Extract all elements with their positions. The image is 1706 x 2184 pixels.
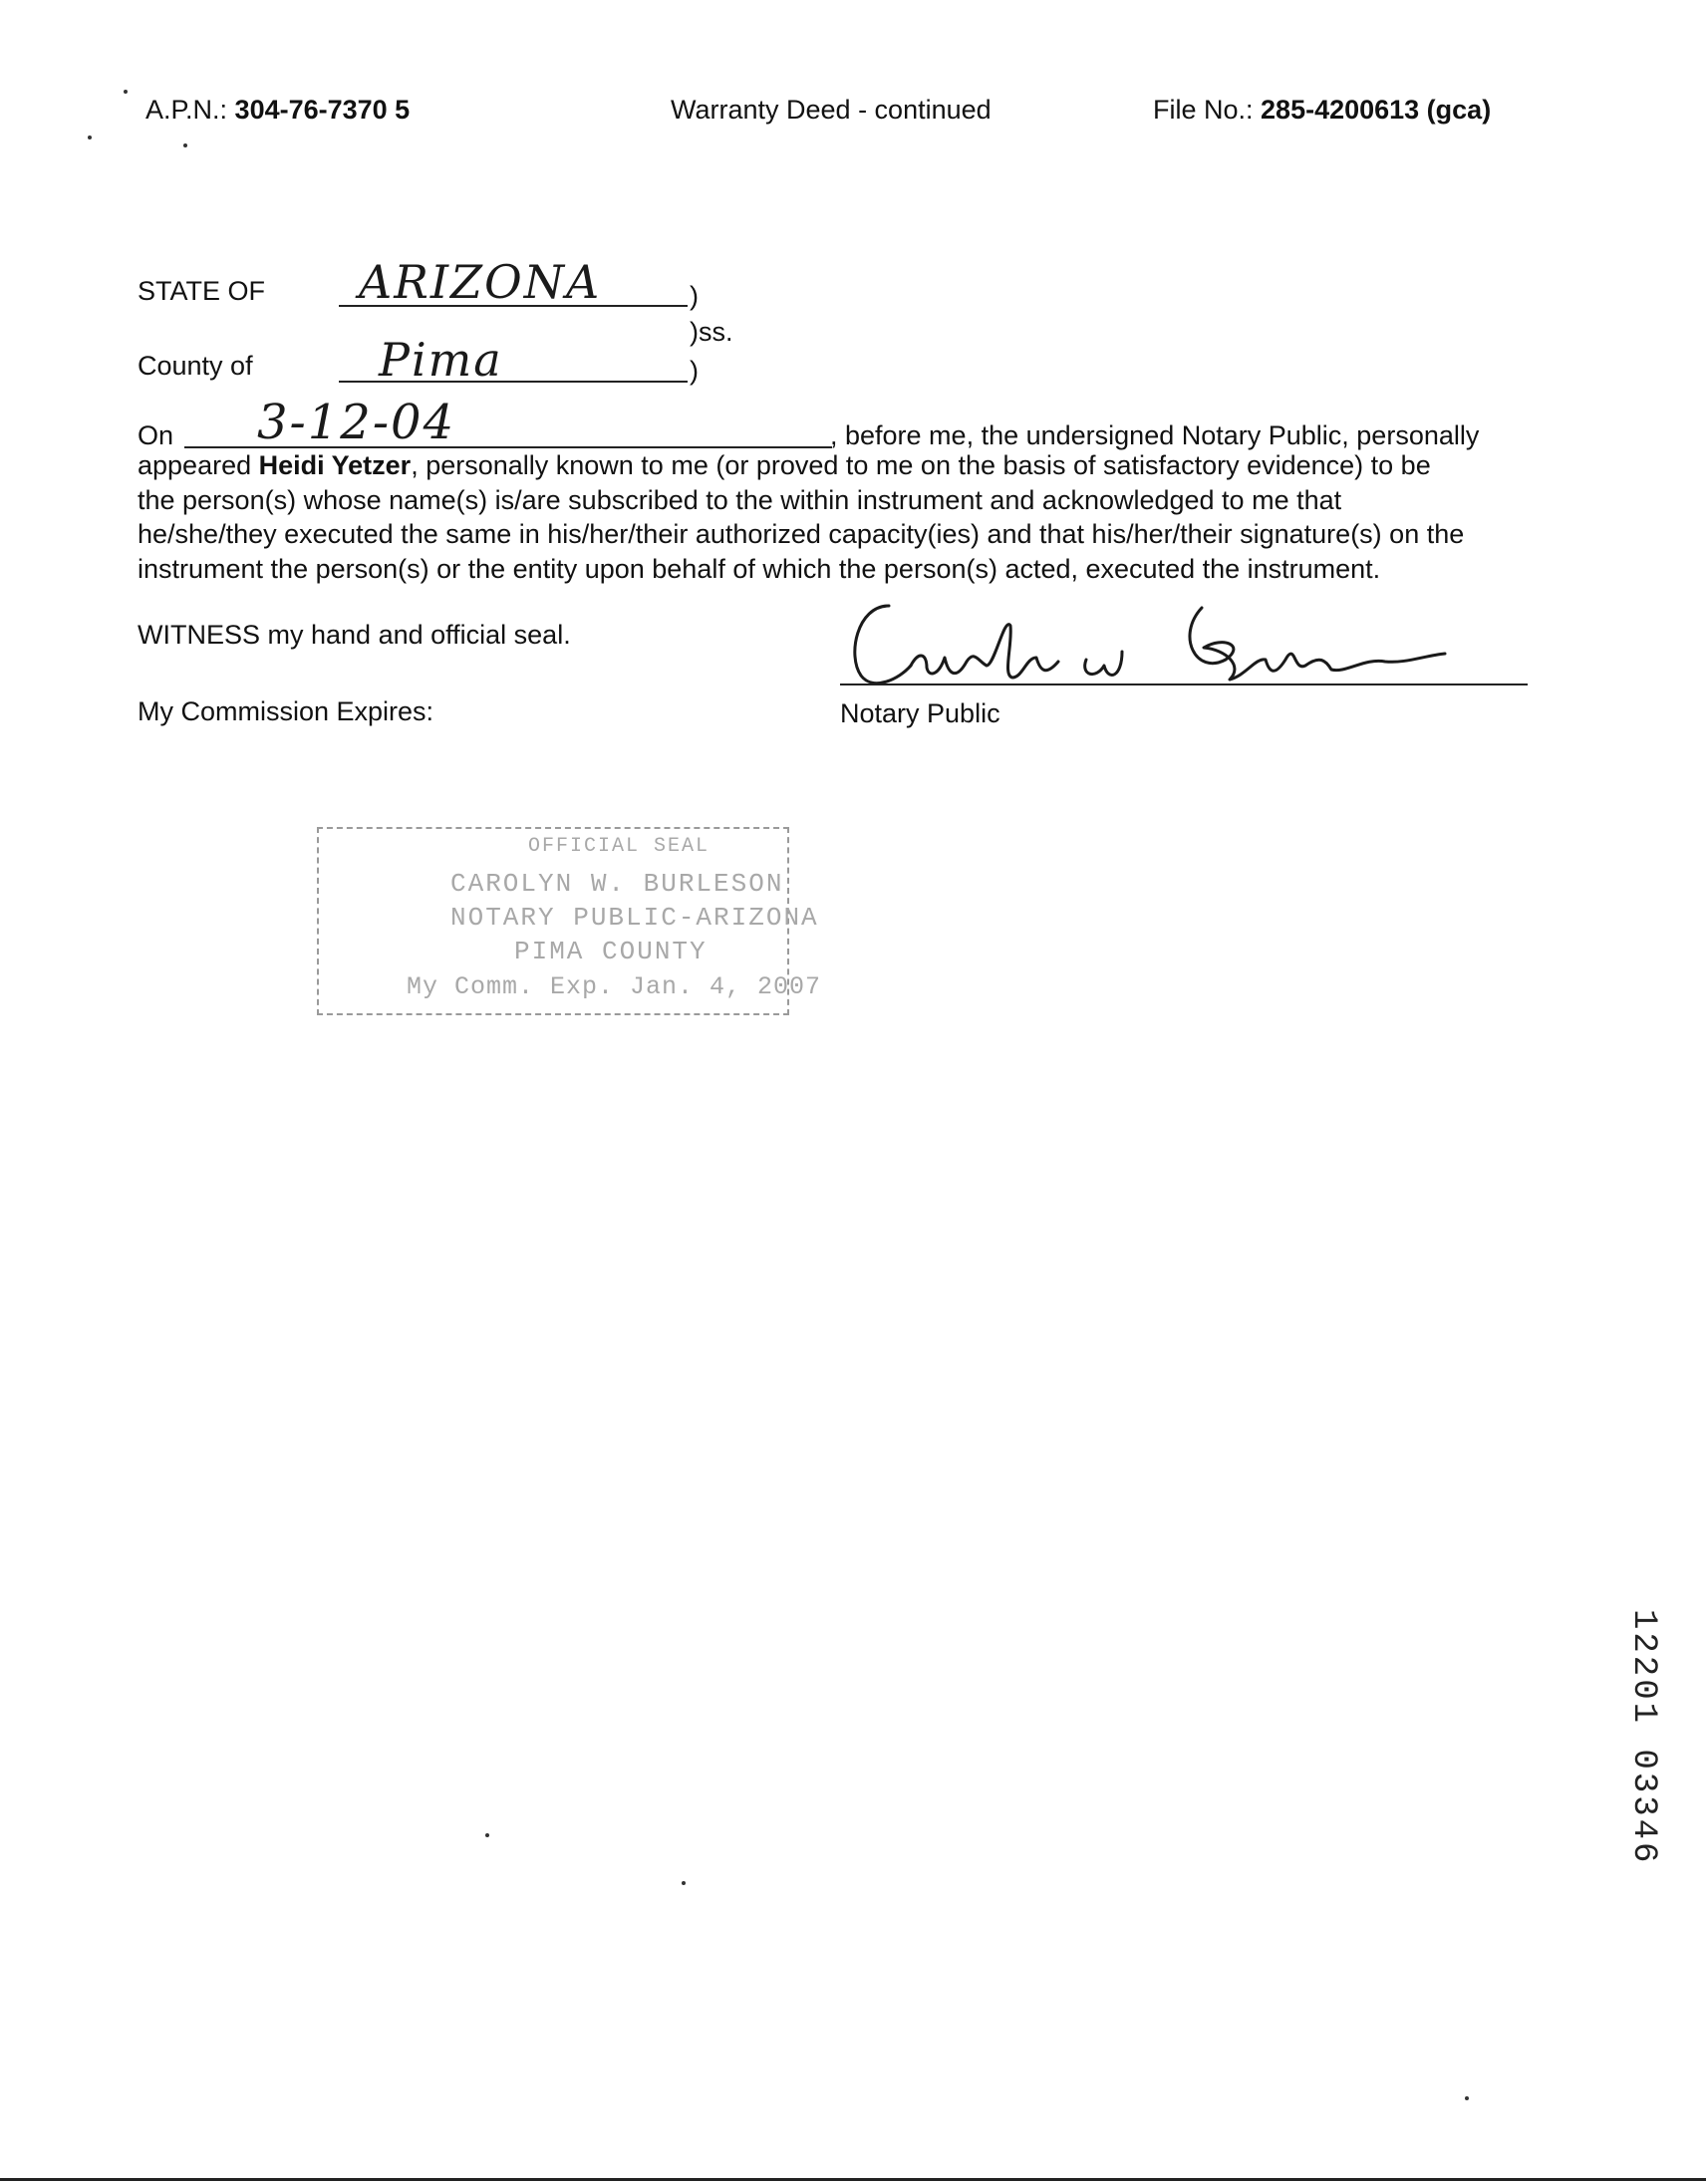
commission-expires-label: My Commission Expires: — [138, 696, 434, 726]
state-label: STATE OF — [138, 276, 265, 306]
ack-line-4: he/she/they executed the same in his/her/their authorized capacity(ies) and that his/her/their signature(s) on the — [138, 519, 1465, 549]
witness-text: WITNESS my hand and official seal. — [138, 620, 571, 650]
ss-mark: )ss. — [690, 317, 733, 347]
county-handwritten-value: Pima — [379, 333, 503, 387]
ack-line-2: appeared Heidi Yetzer, personally known to me (or proved to me on the basis of satisfactory evidence) to be — [138, 450, 1431, 480]
county-paren: ) — [690, 356, 699, 386]
file-number-field — [1153, 93, 1491, 127]
file-number-value: 285-4200613 (gca) — [1261, 95, 1492, 125]
ack-line-5: instrument the person(s) or the entity upon behalf of which the person(s) acted, executed the instrument. — [138, 553, 1381, 584]
stamp-line-4: PIMA COUNTY — [514, 937, 708, 966]
notary-seal-stamp — [317, 827, 822, 1015]
state-handwritten-value: ARIZONA — [359, 255, 602, 309]
file-number-label: File No.: — [1153, 95, 1262, 125]
scan-speck — [485, 1833, 489, 1837]
stamp-line-2: CAROLYN W. BURLESON — [450, 869, 784, 899]
stamp-line-3: NOTARY PUBLIC-ARIZONA — [450, 903, 819, 933]
county-underline — [339, 381, 688, 383]
scan-speck — [1465, 2096, 1469, 2100]
acknowledgment-text — [138, 448, 1553, 586]
ack-line-3: the person(s) whose name(s) is/are subscribed to the within instrument and acknowledged to me that — [138, 484, 1342, 515]
scan-speck — [88, 136, 92, 139]
scan-speck — [124, 90, 128, 94]
ack-line-1-tail: , before me, the undersigned Notary Public, personally — [830, 420, 1480, 450]
signer-name: Heidi Yetzer — [258, 450, 412, 480]
state-paren: ) — [690, 281, 699, 311]
stamp-line-1: OFFICIAL SEAL — [528, 835, 711, 858]
state-underline — [339, 305, 688, 307]
apn-value: 304-76-7370 5 — [234, 95, 411, 125]
recording-number — [1614, 1609, 1674, 1878]
acknowledgment-date: 3-12-04 — [257, 395, 456, 450]
scan-speck — [183, 143, 187, 147]
on-label: On — [138, 420, 174, 450]
apn-field — [145, 93, 410, 127]
county-label: County of — [138, 351, 253, 381]
recording-number-text: 12201 03346 — [1624, 1609, 1662, 1866]
stamp-line-5: My Comm. Exp. Jan. 4, 2007 — [407, 972, 822, 1001]
notary-public-label: Notary Public — [840, 698, 1000, 728]
apn-label: A.P.N.: — [145, 95, 235, 125]
notary-signature-line — [840, 683, 1528, 685]
scan-speck — [682, 1881, 686, 1885]
document-title: Warranty Deed - continued — [671, 95, 992, 125]
page-bottom-edge — [0, 2178, 1706, 2181]
